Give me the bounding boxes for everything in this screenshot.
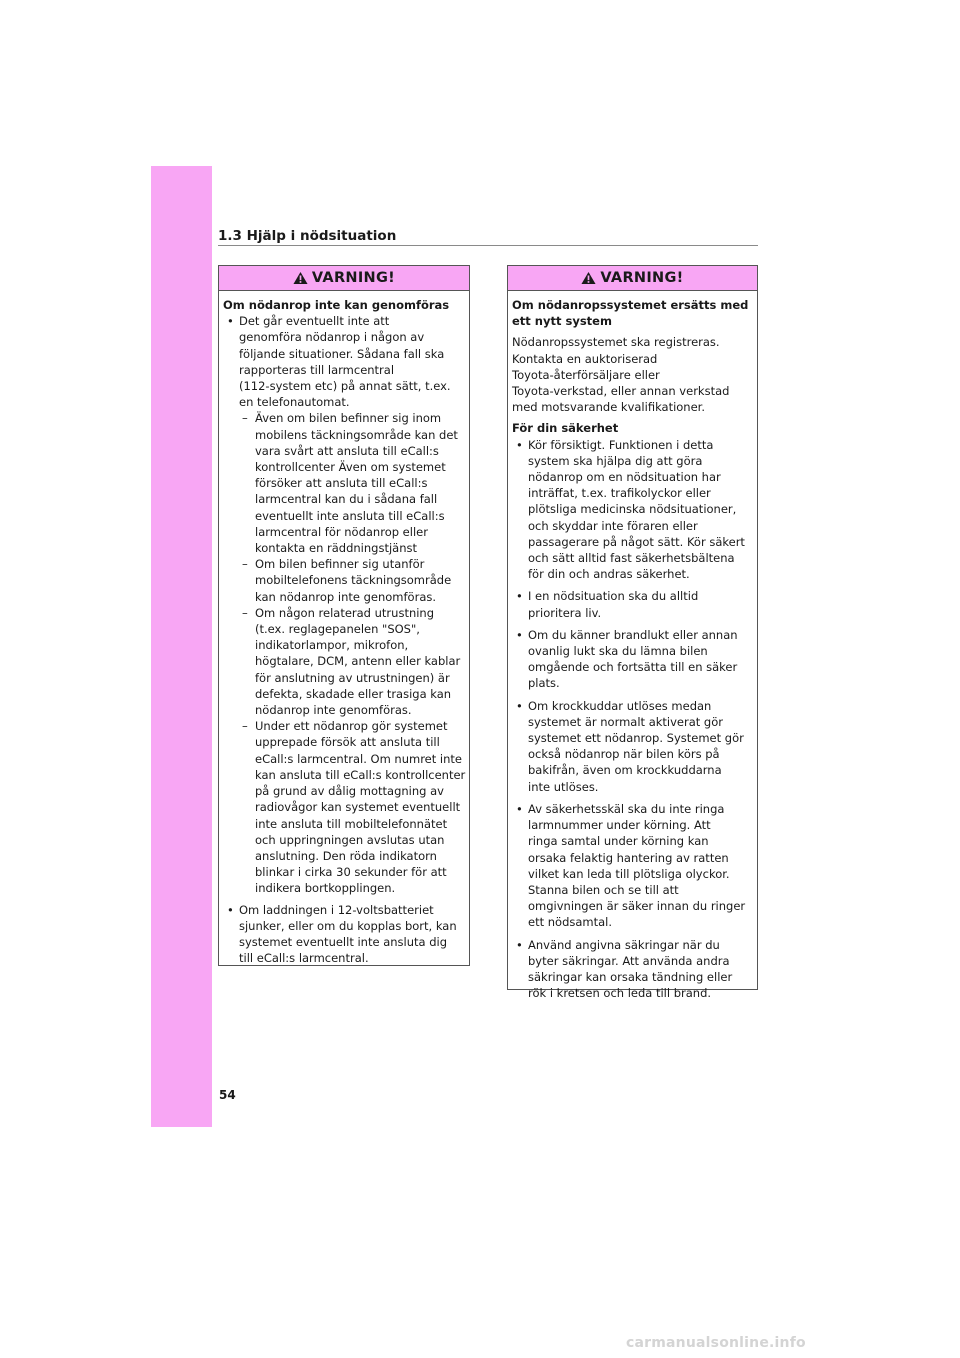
warning-header <box>219 266 469 291</box>
warning-heading: Om nödanropssystemet ersätts med ett nytt system <box>512 298 749 329</box>
warning-body <box>508 291 757 1001</box>
dash-item: – Under ett nödanrop gör systemet upprepade försök att ansluta till eCall:s larmcentral. Om numret inte kan ansluta till eCall:s kontrollcenter på grund av dålig mottagning av radiovågor kan systemet eventuellt inte ansluta till mobiltelefonnätet och uppringningen avslutas utan anslutning. Den röda indikatorn blinkar i cirka 30 sekunder för att indikera bortkopplingen. <box>223 718 469 896</box>
section-header <box>218 225 758 246</box>
watermark[interactable]: carmanualsonline.info <box>626 1335 806 1351</box>
dash-item: – Även om bilen befinner sig inom mobilens täckningsområde kan det vara svårt att ansluta till eCall:s kontrollcenter Även om systemet försöker att ansluta till eCall:s larmcentral kan du i sådana fall eventuellt inte ansluta till eCall:s larmcentral för nödanrop eller kontakta en räddningstjänst <box>223 410 469 556</box>
warning-title: VARNING! <box>311 270 396 286</box>
bullet-item: • Använd angivna säkringar när du byter säkringar. Att använda andra säkringar kan orsaka tändning eller rök i kretsen och leda till brand. <box>512 937 757 1002</box>
dash-item: – Om någon relaterad utrustning (t.ex. reglagepanelen "SOS", indikatorlampor, mikrofon, högtalare, DCM, antenn eller kablar för anslutning av utrustningen) är defekta, skadade eller trasiga kan nödanrop inte genomföras. <box>223 605 469 718</box>
warning-header <box>508 266 757 291</box>
warning-body <box>219 291 469 966</box>
warning-title: VARNING! <box>600 270 684 286</box>
warning-box-right <box>507 265 758 1001</box>
warning-subheading: För din säkerhet <box>512 421 619 436</box>
bullet-item: • Om krockkuddar utlöses medan systemet är normalt aktiverat gör systemet ett nödanrop. Systemet gör också nödanrop när bilen körs på bakifrån, även om krockkuddarna inte utlöses. <box>512 698 757 795</box>
warning-paragraph: Nödanropssystemet ska registreras. Kontakta en auktoriserad Toyota-återförsäljare eller Toyota-verkstad, eller annan verkstad med motsvarande kvalifikationer. <box>512 335 730 415</box>
warning-heading: Om nödanrop inte kan genomföras <box>223 298 450 312</box>
chapter-side-tab <box>151 166 212 1127</box>
bullet-item: • Om du känner brandlukt eller annan ovanlig lukt ska du lämna bilen omgående och fortsätta till en säker plats. <box>512 627 757 692</box>
bullet-item: • Av säkerhetsskäl ska du inte ringa larmnummer under körning. Att ringa samtal under körning kan orsaka felaktig hantering av ratten vilket kan leda till plötsliga olyckor. Stanna bilen och se till att omgivningen är säker innan du ringer ett nödsamtal. <box>512 801 757 931</box>
warning-triangle-icon <box>581 271 596 285</box>
warning-triangle-icon <box>293 271 308 285</box>
section-title: 1.3 Hjälp i nödsituation <box>218 228 397 244</box>
bullet-item: • Kör försiktigt. Funktionen i detta system ska hjälpa dig att göra nödanrop om en nödsituation har inträffat, t.ex. trafikolyckor eller plötsliga medicinska nödsituationer, och skyddar inte föraren eller passagerare på något sätt. Kör säkert och sätt alltid fast säkerhetsbältena för din och andras säkerhet. <box>512 437 757 583</box>
page-number: 54 <box>219 1088 236 1102</box>
warning-box-left <box>218 265 470 966</box>
dash-item: – Om bilen befinner sig utanför mobiltelefonens täckningsområde kan nödanrop inte genomföras. <box>223 556 469 605</box>
bullet-item: • I en nödsituation ska du alltid prioritera liv. <box>512 588 757 620</box>
bullet-item: • Om laddningen i 12-voltsbatteriet sjunker, eller om du kopplas bort, kan systemet eventuellt inte ansluta dig till eCall:s larmcentral. <box>223 902 469 967</box>
bullet-item: • Det går eventuellt inte att genomföra nödanrop i någon av följande situationer. Sådana fall ska rapporteras till larmcentral (112-system etc) på annat sätt, t.ex. en telefonautomat. <box>223 313 469 410</box>
